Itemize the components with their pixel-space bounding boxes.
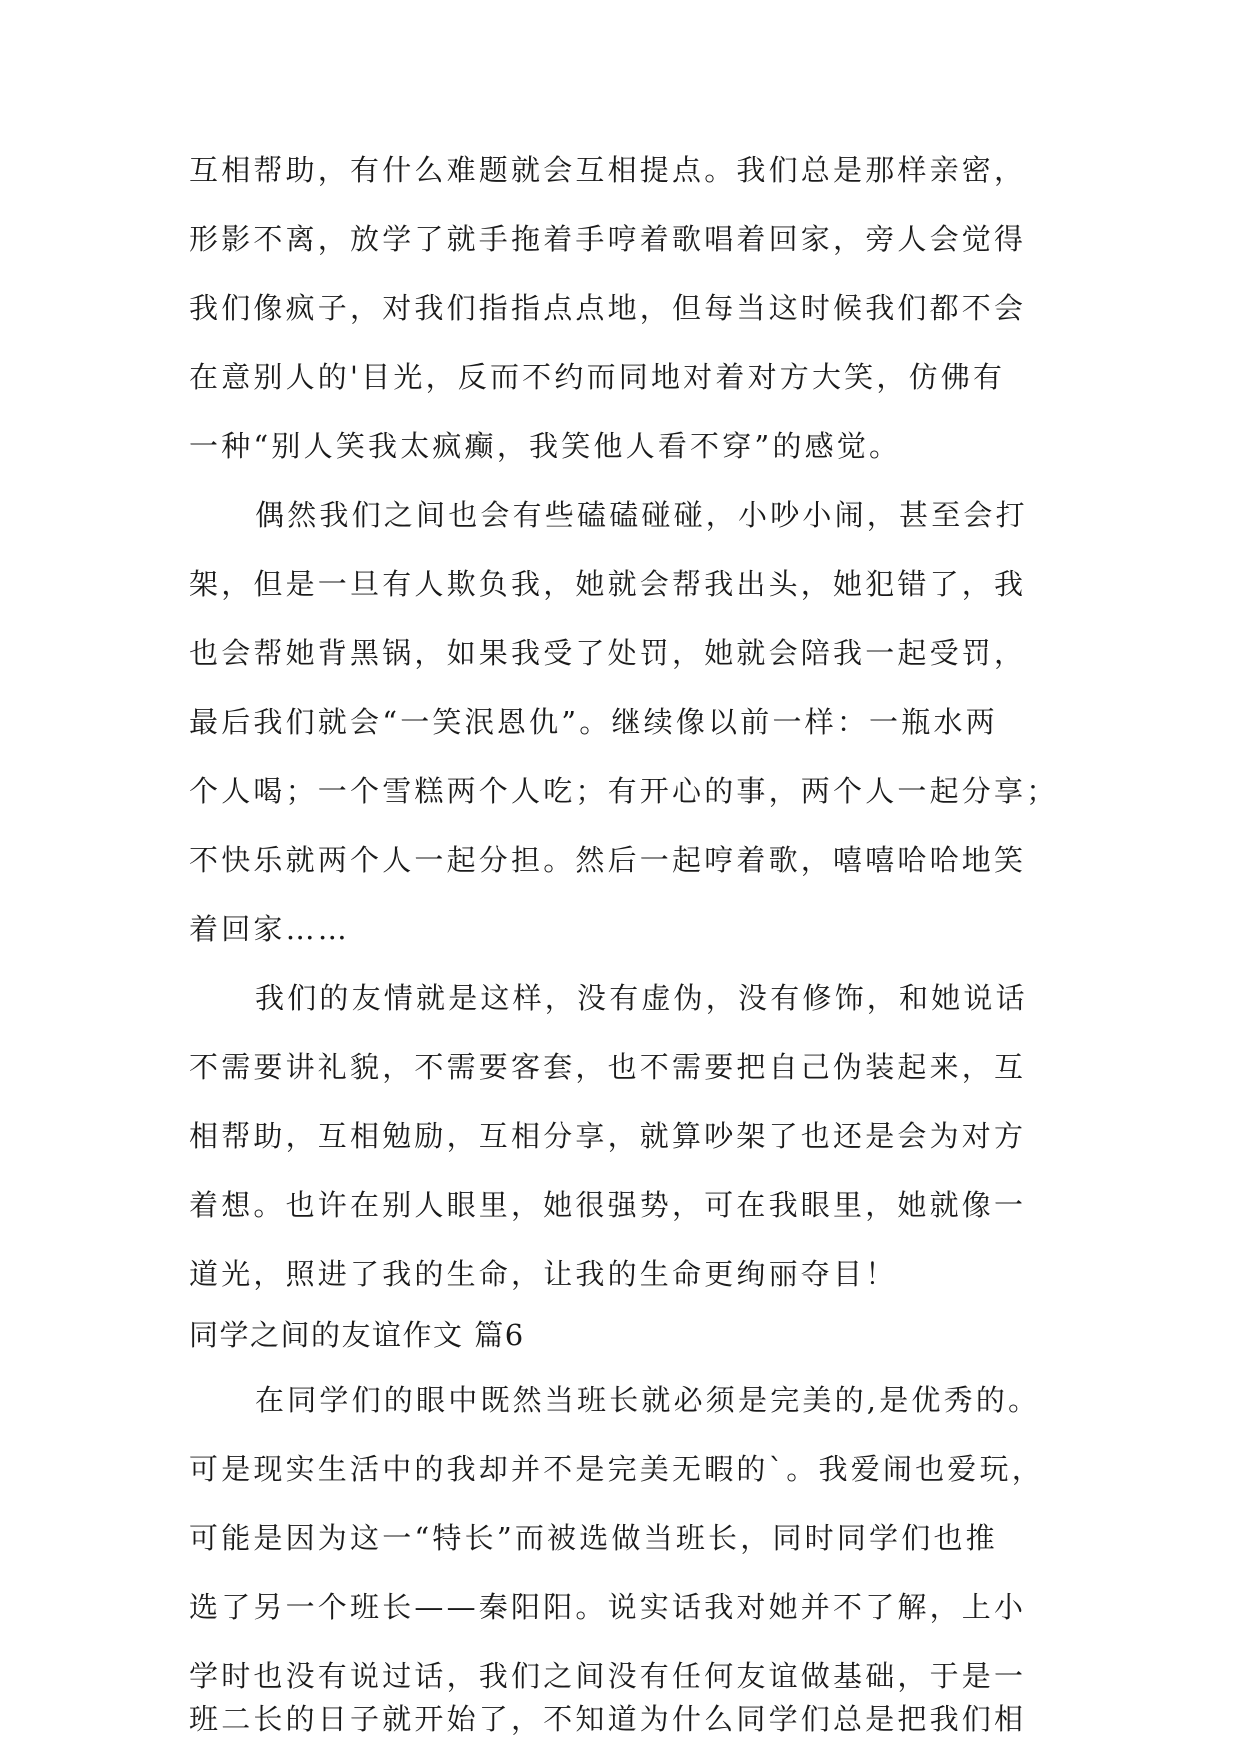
paragraph-line: 我们的友情就是这样，没有虚伪，没有修饰，和她说话 <box>255 981 1028 1015</box>
paragraph-line: 形影不离，放学了就手拖着手哼着歌唱着回家，旁人会觉得 <box>189 222 1027 256</box>
paragraph-line: 架，但是一旦有人欺负我，她就会帮我出头，她犯错了，我 <box>189 567 1027 601</box>
paragraph-line: 相帮助，互相勉励，互相分享，就算吵架了也还是会为对方 <box>189 1119 1027 1153</box>
paragraph-line: 学时也没有说过话，我们之间没有任何友谊做基础，于是一 <box>189 1659 1027 1693</box>
paragraph-line: 个人喝；一个雪糕两个人吃；有开心的事，两个人一起分享； <box>189 774 1059 808</box>
paragraph-line: 互相帮助，有什么难题就会互相提点。我们总是那样亲密， <box>189 153 1027 187</box>
paragraph-line: 班二长的日子就开始了，不知道为什么同学们总是把我们相 <box>189 1702 1027 1736</box>
paragraph-line: 可能是因为这一“特长”而被选做当班长，同时同学们也推 <box>189 1521 998 1555</box>
paragraph-line: 在意别人的'目光，反而不约而同地对着对方大笑，仿佛有 <box>189 360 1006 394</box>
paragraph-line: 偶然我们之间也会有些磕磕碰碰，小吵小闹，甚至会打 <box>255 498 1028 532</box>
section-heading: 同学之间的友谊作文 篇6 <box>189 1318 525 1352</box>
paragraph-line: 也会帮她背黑锅，如果我受了处罚，她就会陪我一起受罚， <box>189 636 1027 670</box>
paragraph-line: 着回家…… <box>189 912 351 946</box>
paragraph-line: 不需要讲礼貌，不需要客套，也不需要把自己伪装起来，互 <box>189 1050 1027 1084</box>
paragraph-line: 着想。也许在别人眼里，她很强势，可在我眼里，她就像一 <box>189 1188 1027 1222</box>
paragraph-line: 不快乐就两个人一起分担。然后一起哼着歌，嘻嘻哈哈地笑 <box>189 843 1027 877</box>
paragraph-line: 道光，照进了我的生命，让我的生命更绚丽夺目！ <box>189 1257 898 1291</box>
paragraph-line: 一种“别人笑我太疯癫，我笑他人看不穿”的感觉。 <box>189 429 902 463</box>
paragraph-line: 可是现实生活中的我却并不是完美无暇的`。我爱闹也爱玩， <box>189 1452 1044 1486</box>
paragraph-line: 选了另一个班长——秦阳阳。说实话我对她并不了解，上小 <box>189 1590 1027 1624</box>
paragraph-line: 在同学们的眼中既然当班长就必须是完美的,是优秀的。 <box>255 1383 1041 1417</box>
paragraph-line: 我们像疯子，对我们指指点点地，但每当这时候我们都不会 <box>189 291 1027 325</box>
paragraph-line: 最后我们就会“一笑泯恩仇”。继续像以前一样：一瓶水两 <box>189 705 998 739</box>
